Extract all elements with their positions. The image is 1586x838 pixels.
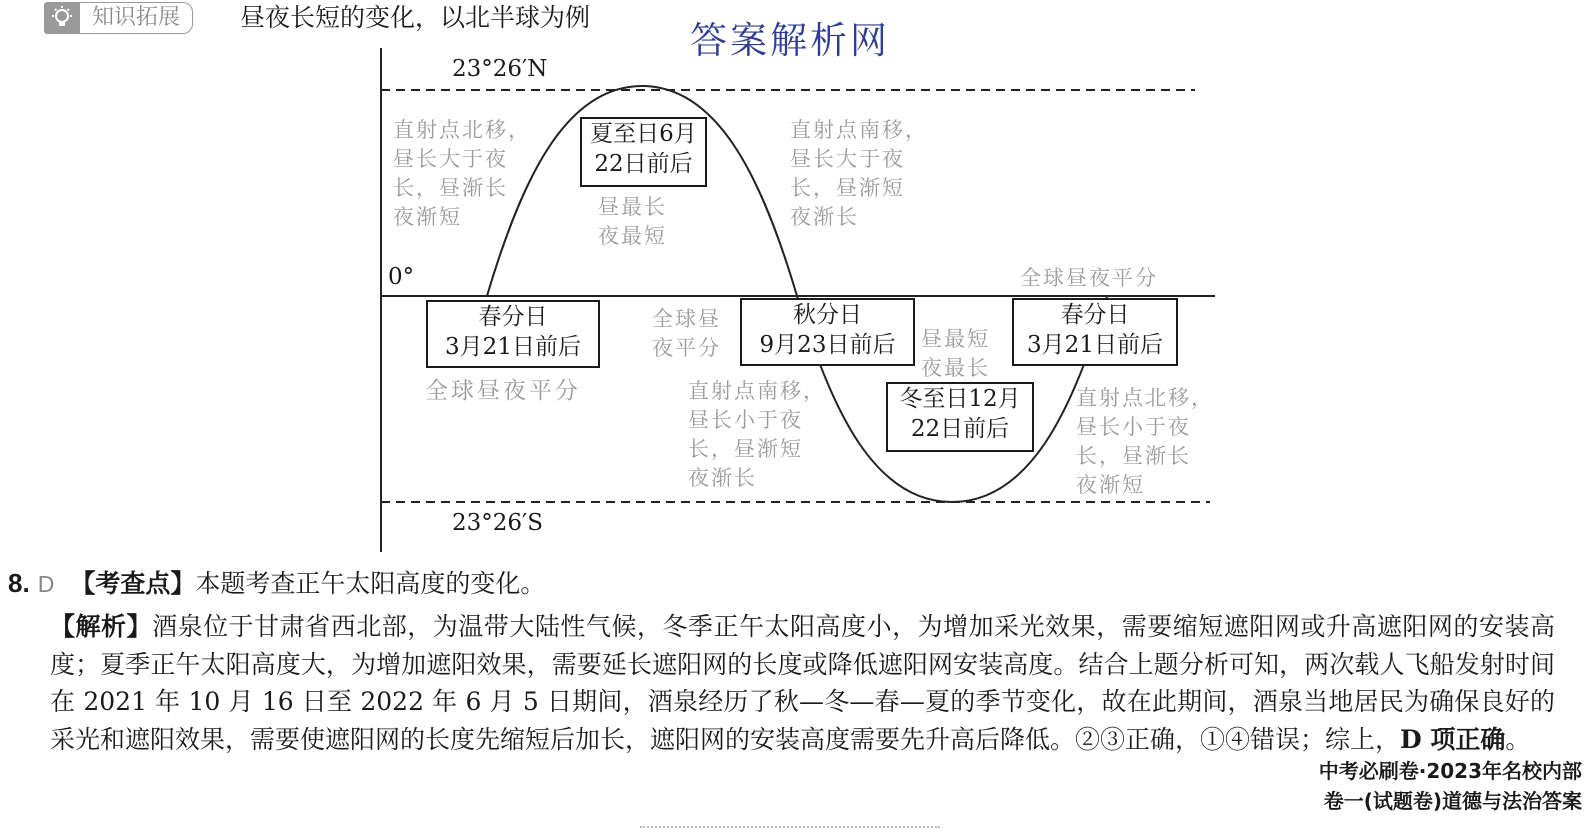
analysis-conclusion: D 项正确 — [1400, 724, 1506, 754]
note-line: 长，昼渐短 — [790, 176, 905, 200]
question-8 — [8, 566, 545, 601]
box-spring2-line1: 春分日 — [1060, 302, 1130, 328]
note-global-equal-left — [652, 305, 721, 363]
box-spring-equinox-2 — [1012, 298, 1178, 366]
note-line: 长，昼渐长 — [1076, 444, 1191, 468]
note-summer-day — [598, 193, 667, 251]
note-line: 夜渐长 — [688, 466, 757, 490]
footer-watermark — [1315, 756, 1582, 816]
analysis-paragraph — [50, 608, 1555, 758]
box-winter-line1: 冬至日12月 — [899, 386, 1021, 412]
tag-label: 知识拓展 — [80, 2, 193, 34]
watermark: 答案解析网 — [690, 19, 890, 62]
section-heading: 昼夜长短的变化，以北半球为例 — [240, 3, 591, 32]
note-line: 长，昼渐长 — [393, 176, 508, 200]
box-spring1-line2: 3月21日前后 — [445, 334, 581, 360]
box-autumn-line2: 9月23日前后 — [759, 332, 896, 358]
note-line: 直射点北移， — [1076, 386, 1214, 410]
note-line: 夜平分 — [652, 336, 721, 360]
footer-line1: 中考必刷卷·2023年名校内部 — [1318, 759, 1582, 783]
analysis-end: 。 — [1505, 724, 1531, 754]
box-spring1-line1: 春分日 — [478, 304, 548, 330]
note-line: 昼最长 — [598, 195, 667, 219]
note-line: 夜最短 — [598, 224, 667, 248]
box-spring-equinox-1 — [426, 300, 600, 368]
note-line: 昼长小于夜 — [1076, 415, 1191, 439]
note-line: 夜渐短 — [1076, 473, 1145, 497]
label-equator: 0° — [388, 264, 415, 290]
note-line: 昼长大于夜 — [393, 147, 508, 171]
answer-letter: D — [37, 571, 55, 597]
box-spring2-line2: 3月21日前后 — [1027, 332, 1163, 358]
box-winter-line2: 22日前后 — [910, 416, 1010, 442]
label-south: 23°26′S — [452, 510, 544, 536]
note-line: 昼长小于夜 — [688, 408, 803, 432]
box-autumn-line1: 秋分日 — [793, 302, 862, 328]
note-line: 长，昼渐短 — [688, 437, 803, 461]
point-text: 本题考查正午太阳高度的变化。 — [195, 569, 546, 598]
note-north-shift-1 — [393, 116, 531, 232]
note-line: 昼长大于夜 — [790, 147, 905, 171]
note-line: 夜渐短 — [393, 205, 462, 229]
box-summer-line2: 22日前后 — [594, 151, 693, 177]
box-autumn-equinox — [740, 298, 915, 366]
note-global-equal-top: 全球昼夜平分 — [1020, 266, 1158, 290]
analysis-label: 【解析】 — [50, 612, 153, 641]
question-number: 8. — [8, 568, 30, 598]
note-line: 直射点南移， — [688, 379, 826, 403]
note-line: 直射点北移， — [393, 118, 531, 142]
note-line: 直射点南移， — [790, 118, 928, 142]
note-winter-day — [921, 325, 990, 383]
note-south-shift-1 — [790, 116, 928, 232]
scan-artifact — [640, 826, 940, 834]
note-spring-global: 全球昼夜平分 — [425, 378, 581, 404]
point-label: 【考查点】 — [70, 569, 196, 598]
box-summer-line1: 夏至日6月 — [590, 121, 697, 147]
note-line: 全球昼 — [652, 307, 721, 331]
note-line: 夜最长 — [921, 356, 990, 380]
footer-line2: 卷一(试题卷)道德与法治答案 — [1323, 789, 1582, 813]
note-line: 夜渐长 — [790, 205, 859, 229]
analysis-text: 酒泉位于甘肃省西北部，为温带大陆性气候，冬季正午太阳高度小，为增加采光效果，需要缩短遮阳网或升高遮阳网的安装高度；夏季正午太阳高度大，为增加遮阳效果，需要延长遮阳网的长度或降低遮阳网安装高度。结合上题分析可知，两次载人飞船发射时间在 2021 年 10 月 16 日至 2022 年 6 月 5 日期间，酒泉经历了秋—冬—春—夏的季节变化，故在此期间，酒泉当地居民为确保良好的采光和遮阳效果，需要使遮阳网的长度先缩短后加长，遮阳网的安装高度需要先升高后降低。②③正确，①④错误；综上， — [50, 612, 1555, 754]
note-line: 昼最短 — [921, 327, 990, 351]
label-north: 23°26′N — [452, 56, 548, 82]
note-south-shift-2 — [688, 377, 826, 493]
box-summer-solstice — [580, 117, 707, 187]
box-winter-solstice — [886, 382, 1034, 452]
note-north-shift-2 — [1076, 384, 1214, 500]
